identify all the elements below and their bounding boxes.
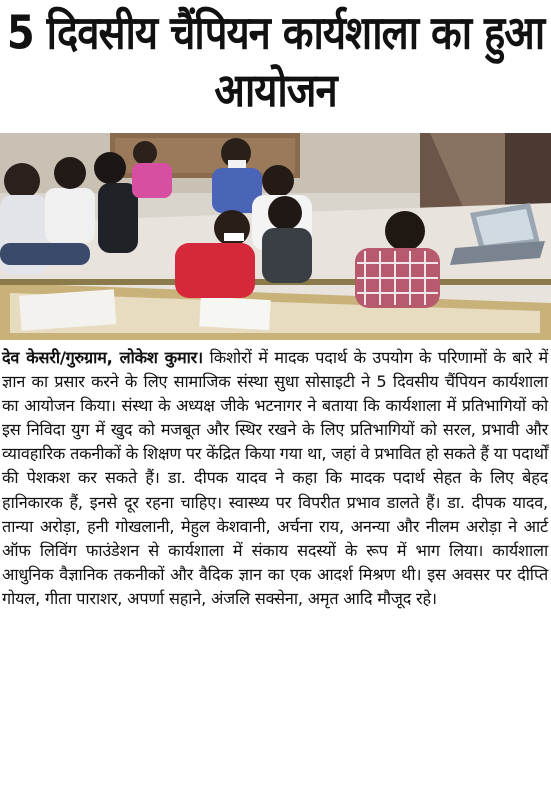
headline-line-2: आयोजन	[214, 64, 337, 118]
headline	[0, 0, 551, 120]
article-text: किशोरों में मादक पदार्थ के उपयोग के परिणामों के बारे में ज्ञान का प्रसार करने के लिए सामाजिक संस्था सुधा सोसाइटी ने 5 दिवसीय चैंपियन कार्यशाला का आयोजन किया। संस्था के अध्यक्ष जीके भटनागर ने बताया कि कार्यशाला में प्रतिभागियों को इस निविदा युग में खुद को मजबूत और स्थिर रखने के लिए प्रतिभागियों को सरल, प्रभावी और व्यावहारिक तकनीकों के शिक्षण पर केंद्रित किया गया था, जहां वे प्रभावित हो सकते हैं या पदार्थों की पेशकश कर सकते हैं। डा. दीपक यादव ने कहा कि मादक पदार्थ सेहत के लिए बेहद हानिकारक हैं, इनसे दूर रहना चाहिए। स्वास्थ्य पर विपरीत प्रभाव डालते हैं। डा. दीपक यादव, तान्या अरोड़ा, हनी गोखलानी, मेहुल केशवानी, अर्चना राय, अनन्या और नीलम अरोड़ा ने आर्ट ऑफ लिविंग फाउंडेशन से कार्यशाला में संकाय सदस्यों के रूप में भाग लिया। कार्यशाला आधुनिक वैज्ञानिक तकनीकों और वैदिक ज्ञान का एक आदर्श मिश्रण थी। इस अवसर पर दीप्ति गोयल, गीता पाराशर, अपर्णा सहाने, अंजलि सक्सेना, अमृत आदि मौजूद रहे।	[2, 348, 548, 608]
headline-line-1: 5 दिवसीय चैंपियन कार्यशाला का हुआ	[6, 6, 545, 60]
article-body	[2, 346, 548, 611]
dateline: देव केसरी/गुरुग्राम, लोकेश कुमार।	[2, 348, 203, 367]
workshop-photo	[0, 133, 551, 340]
